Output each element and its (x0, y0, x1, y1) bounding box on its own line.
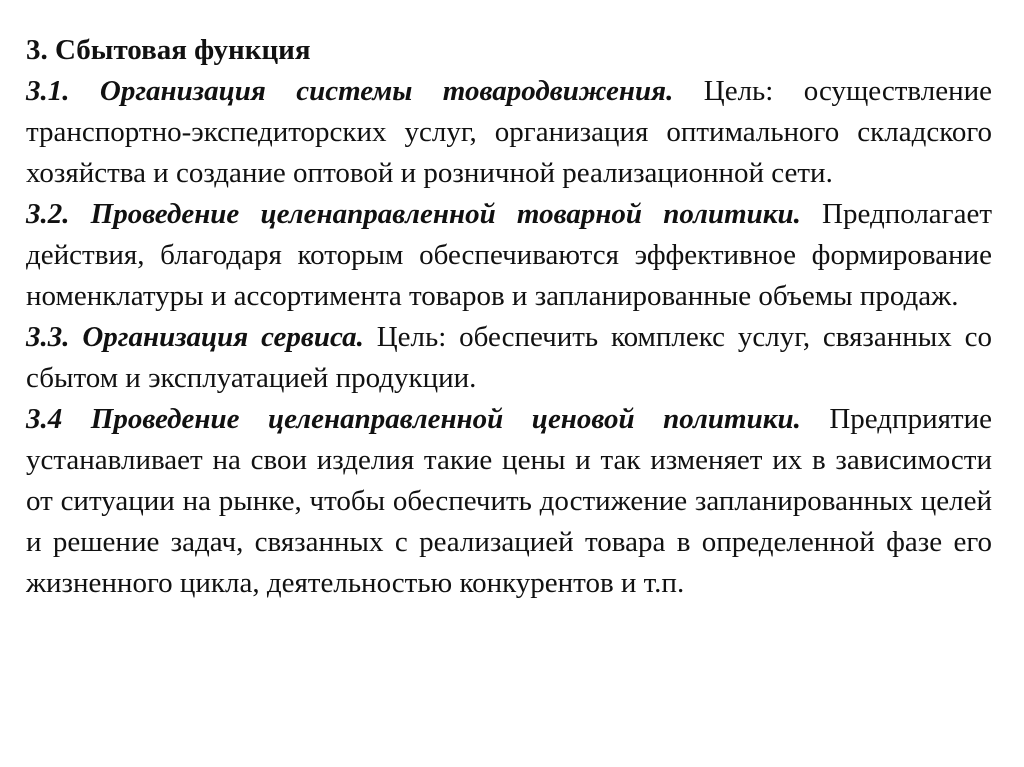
slide-content (26, 30, 992, 604)
subsection-3-2 (26, 194, 992, 317)
subsection-text: Предполагает действия, благодаря которым обеспечиваются эффективное формирование номенклатуры и ассортимента товаров и запланированные объемы продаж. (26, 198, 992, 312)
subsection-title: 3.2. Проведение целенаправленной товарной политики. (26, 198, 801, 230)
subsection-title: 3.1. Организация системы товародвижения. (26, 75, 674, 107)
subsection-title: 3.4 Проведение целенаправленной ценовой политики. (26, 403, 801, 435)
subsection-text: Цель: обеспечить комплекс услуг, связанных со сбытом и эксплуатацией продукции. (26, 321, 992, 394)
subsection-3-3 (26, 317, 992, 399)
subsection-text: Цель: осуществление транспортно-экспедиторских услуг, организация оптимального складского хозяйства и создание оптовой и розничной реализационной сети. (26, 75, 992, 189)
subsection-3-1 (26, 71, 992, 194)
subsection-title: 3.3. Организация сервиса. (26, 321, 364, 353)
subsection-3-4 (26, 399, 992, 604)
section-heading: 3. Сбытовая функция (26, 34, 311, 66)
subsection-text: Предприятие устанавливает на свои изделия такие цены и так изменяет их в зависимости от ситуации на рынке, чтобы обеспечить достижение запланированных целей и решение задач, связанных с реализацией товара в определенной фазе его жизненного цикла, деятельностью конкурентов и т.п. (26, 403, 992, 599)
